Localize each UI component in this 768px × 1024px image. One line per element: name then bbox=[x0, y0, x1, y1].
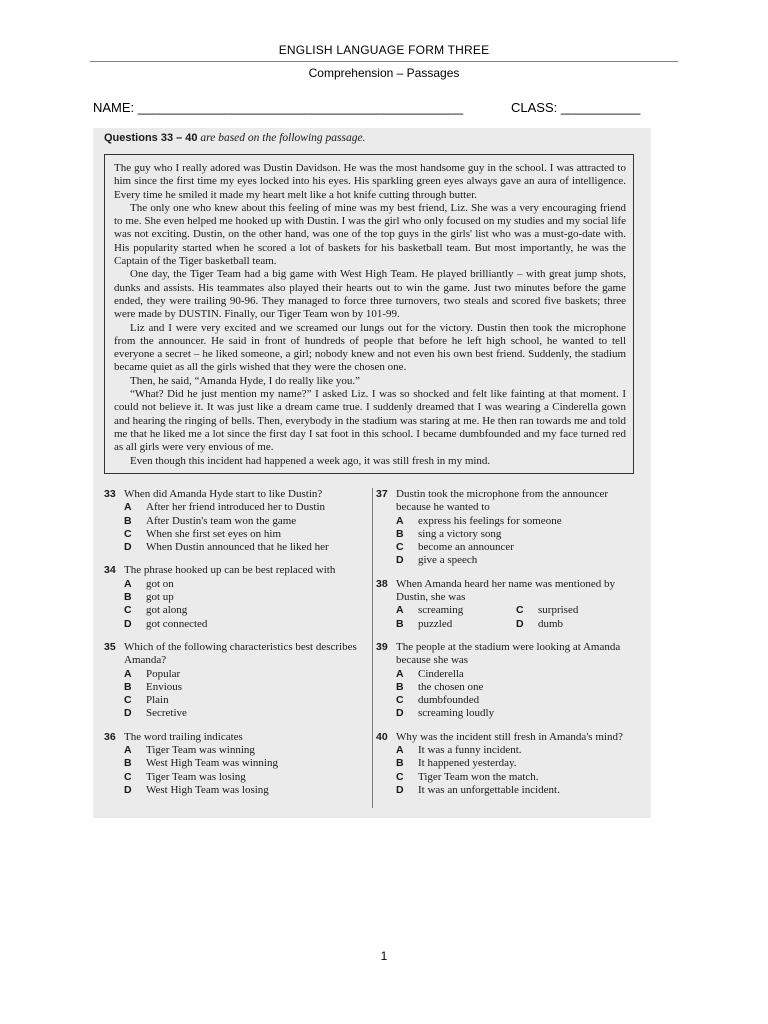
answer-option[interactable] bbox=[124, 771, 362, 784]
answer-option[interactable] bbox=[124, 528, 362, 541]
class-field[interactable]: CLASS: ___________ bbox=[511, 100, 641, 115]
answer-option[interactable] bbox=[396, 541, 634, 554]
question-39 bbox=[376, 641, 634, 721]
answer-options-grid bbox=[396, 604, 634, 631]
answer-option[interactable] bbox=[396, 618, 516, 631]
answer-option[interactable] bbox=[396, 757, 634, 770]
answer-option[interactable] bbox=[124, 757, 362, 770]
option-letter: B bbox=[396, 757, 404, 770]
questions-right-column bbox=[376, 488, 634, 807]
option-text: got on bbox=[146, 577, 174, 590]
option-text: Tiger Team won the match. bbox=[418, 770, 539, 783]
answer-option[interactable] bbox=[516, 618, 636, 631]
document-subtitle: Comprehension – Passages bbox=[308, 66, 460, 80]
option-text: West High Team was losing bbox=[146, 783, 269, 796]
question-36 bbox=[104, 731, 362, 797]
passage-paragraph: Then, he said, “Amanda Hyde, I do really like you.” bbox=[130, 374, 361, 387]
question-stem: When Amanda heard her name was mentioned by Dustin, she was bbox=[396, 577, 616, 604]
questions-intro bbox=[104, 132, 365, 144]
question-34 bbox=[104, 564, 362, 630]
question-37 bbox=[376, 488, 634, 568]
option-text: It was an unforgettable incident. bbox=[418, 783, 560, 796]
option-text: Secretive bbox=[146, 707, 187, 720]
answer-option[interactable] bbox=[124, 618, 362, 631]
option-letter: C bbox=[124, 604, 132, 617]
answer-option[interactable] bbox=[124, 541, 362, 554]
option-letter: B bbox=[124, 514, 132, 527]
option-text: It happened yesterday. bbox=[418, 757, 517, 770]
answer-option[interactable] bbox=[124, 681, 362, 694]
option-text: Plain bbox=[146, 694, 169, 707]
question-35 bbox=[104, 641, 362, 721]
option-letter: C bbox=[396, 694, 404, 707]
question-33 bbox=[104, 488, 362, 554]
option-text: express his feelings for someone bbox=[418, 514, 562, 527]
question-number: 36 bbox=[104, 730, 116, 743]
question-stem: When did Amanda Hyde start to like Dustin? bbox=[124, 488, 323, 500]
option-letter: A bbox=[124, 577, 132, 590]
option-letter: B bbox=[124, 591, 132, 604]
name-field[interactable]: NAME: _____________________________________________ bbox=[93, 100, 464, 115]
option-letter: B bbox=[396, 680, 404, 693]
option-text: dumbfounded bbox=[418, 694, 480, 707]
option-text: screaming loudly bbox=[418, 707, 495, 720]
option-letter: A bbox=[124, 667, 132, 680]
answer-option[interactable] bbox=[516, 604, 636, 617]
passage-paragraph: The guy who I really adored was Dustin Davidson. He was the most handsome guy in the school. I was attracted to him since the first time my eyes locked into his eyes. His sparkling green eyes always gave an aura of intelligence. Every time he smiled it made my heart melt like a hot knife cutting through butter. bbox=[114, 162, 626, 201]
question-stem: Dustin took the microphone from the announcer because he wanted to bbox=[396, 488, 609, 514]
option-letter: D bbox=[124, 541, 132, 554]
option-letter: D bbox=[396, 554, 404, 567]
option-letter: D bbox=[396, 707, 404, 720]
scanned-exam bbox=[93, 128, 651, 818]
option-text: After Dustin's team won the game bbox=[146, 514, 297, 527]
option-letter: C bbox=[516, 604, 524, 617]
option-letter: D bbox=[124, 617, 132, 630]
answer-option[interactable] bbox=[124, 784, 362, 797]
question-number: 40 bbox=[376, 730, 388, 743]
question-number: 37 bbox=[376, 488, 388, 500]
answer-option[interactable] bbox=[396, 528, 634, 541]
question-number: 34 bbox=[104, 564, 116, 577]
option-text: When she first set eyes on him bbox=[146, 527, 282, 540]
passage-paragraph: The only one who knew about this feeling of mine was my best friend, Liz. She was a very encouraging friend to me. She even helped me hooked up with Dustin. I was the girl who only focused on my studies and my social life was not exciting. Dustin, on the other hand, was one of the top guys in the girls' list who was a must-go-date with. His popularity started when he scored a lot of baskets for his basketball team. But most importantly, he was the Captain of the Tiger basketball team. bbox=[114, 201, 626, 268]
option-text: sing a victory song bbox=[418, 527, 502, 540]
answer-option[interactable] bbox=[396, 554, 634, 567]
answer-option[interactable] bbox=[396, 681, 634, 694]
option-letter: A bbox=[396, 667, 404, 680]
option-letter: D bbox=[396, 783, 404, 796]
reading-passage bbox=[104, 154, 634, 474]
question-stem: The phrase hooked up can be best replaced with bbox=[124, 564, 336, 577]
answer-option[interactable] bbox=[396, 668, 634, 681]
header-rule bbox=[90, 61, 678, 62]
answer-option[interactable] bbox=[396, 707, 634, 720]
option-text: screaming bbox=[418, 604, 464, 617]
question-stem: Which of the following characteristics best describes Amanda? bbox=[124, 640, 357, 667]
option-letter: C bbox=[124, 527, 132, 540]
answer-option[interactable] bbox=[124, 604, 362, 617]
option-text: After her friend introduced her to Dustin bbox=[146, 501, 325, 514]
option-text: got up bbox=[146, 591, 174, 604]
option-text: When Dustin announced that he liked her bbox=[146, 541, 329, 554]
option-text: Tiger Team was losing bbox=[146, 770, 246, 783]
question-stem: The word trailing indicates bbox=[124, 730, 243, 743]
option-text: got along bbox=[146, 604, 188, 617]
option-text: Envious bbox=[146, 680, 183, 693]
answer-option[interactable] bbox=[124, 578, 362, 591]
option-text: the chosen one bbox=[418, 680, 484, 693]
question-number: 39 bbox=[376, 640, 388, 653]
option-text: Tiger Team was winning bbox=[146, 744, 255, 757]
option-letter: D bbox=[124, 707, 132, 720]
answer-option[interactable] bbox=[124, 694, 362, 707]
option-letter: C bbox=[396, 770, 404, 783]
answer-option[interactable] bbox=[124, 501, 362, 514]
option-text: It was a funny incident. bbox=[418, 744, 522, 757]
answer-option[interactable] bbox=[124, 744, 362, 757]
option-letter: D bbox=[124, 783, 132, 796]
column-divider bbox=[372, 488, 373, 808]
answer-option[interactable] bbox=[124, 668, 362, 681]
question-40 bbox=[376, 731, 634, 797]
option-text: Cinderella bbox=[418, 667, 464, 680]
option-text: Popular bbox=[146, 667, 181, 680]
option-letter: B bbox=[396, 527, 404, 540]
option-letter: D bbox=[516, 617, 524, 630]
document-title: ENGLISH LANGUAGE FORM THREE bbox=[278, 43, 490, 57]
questions-range: Questions 33 – 40 bbox=[104, 132, 198, 144]
question-number: 38 bbox=[376, 577, 388, 590]
option-letter: C bbox=[124, 770, 132, 783]
option-text: West High Team was winning bbox=[146, 757, 278, 770]
option-text: dumb bbox=[538, 617, 564, 630]
question-38 bbox=[376, 578, 634, 631]
option-text: got connected bbox=[146, 617, 208, 630]
option-text: surprised bbox=[538, 604, 579, 617]
option-letter: B bbox=[124, 757, 132, 770]
option-letter: A bbox=[396, 514, 404, 527]
option-letter: A bbox=[124, 744, 132, 757]
option-text: puzzled bbox=[418, 617, 453, 630]
option-letter: B bbox=[124, 680, 132, 693]
option-letter: B bbox=[396, 617, 404, 630]
option-text: become an announcer bbox=[418, 541, 514, 554]
question-number: 33 bbox=[104, 488, 116, 500]
passage-paragraph: One day, the Tiger Team had a big game with West High Team. He played brilliantly – with great jump shots, dunks and assists. His teammates also played their hearts out to win the game. Just two minutes before the game ended, they were trailing 90-96. They managed to force three turnovers, two steals and scored five baskets; three were made by DUSTIN. Finally, our Tiger Team won by 101-99. bbox=[114, 268, 626, 321]
page-number: 1 bbox=[380, 949, 388, 963]
questions-intro-text: are based on the following passage. bbox=[197, 132, 366, 144]
option-letter: A bbox=[124, 501, 132, 514]
answer-option[interactable] bbox=[396, 515, 634, 528]
option-text: give a speech bbox=[418, 554, 478, 567]
option-letter: C bbox=[396, 541, 404, 554]
answer-option[interactable] bbox=[124, 515, 362, 528]
option-letter: C bbox=[124, 694, 132, 707]
passage-paragraph: “What? Did he just mention my name?” I asked Liz. I was so shocked and felt like fainting at that moment. I could not believe it. It was just like a dream came true. I suddenly dreamed that I was wearing a Cinderella gown and hearing the ringing of bells. Then, everybody in the stadium was staring at me. He then ran towards me and told me that he liked me a lot since the first day I sat foot in this school. I became dumbfounded and my face turned red as all girls were very envious of me. bbox=[114, 388, 626, 454]
answer-option[interactable] bbox=[396, 694, 634, 707]
passage-paragraph: Even though this incident had happened a week ago, it was still fresh in my mind. bbox=[130, 454, 491, 467]
answer-option[interactable] bbox=[396, 784, 634, 797]
answer-option[interactable] bbox=[396, 744, 634, 757]
option-letter: A bbox=[396, 744, 404, 757]
answer-option[interactable] bbox=[396, 604, 516, 617]
question-stem: Why was the incident still fresh in Amanda's mind? bbox=[396, 730, 623, 743]
answer-option[interactable] bbox=[124, 707, 362, 720]
questions-left-column bbox=[104, 488, 362, 807]
answer-option[interactable] bbox=[124, 591, 362, 604]
question-number: 35 bbox=[104, 640, 116, 653]
answer-option[interactable] bbox=[396, 771, 634, 784]
passage-paragraph: Liz and I were very excited and we screamed our lungs out for the victory. Dustin then took the microphone from the announcer. He said in front of hundreds of people that before he left high school, he wanted to tell everyone a secret – he liked someone, a girl; nobody knew and not even his own best friend. Suddenly, the stadium became quiet as all the girls wished that they were the chosen one. bbox=[114, 321, 626, 374]
option-letter: A bbox=[396, 604, 404, 617]
question-stem: The people at the stadium were looking at Amanda because she was bbox=[396, 640, 621, 667]
